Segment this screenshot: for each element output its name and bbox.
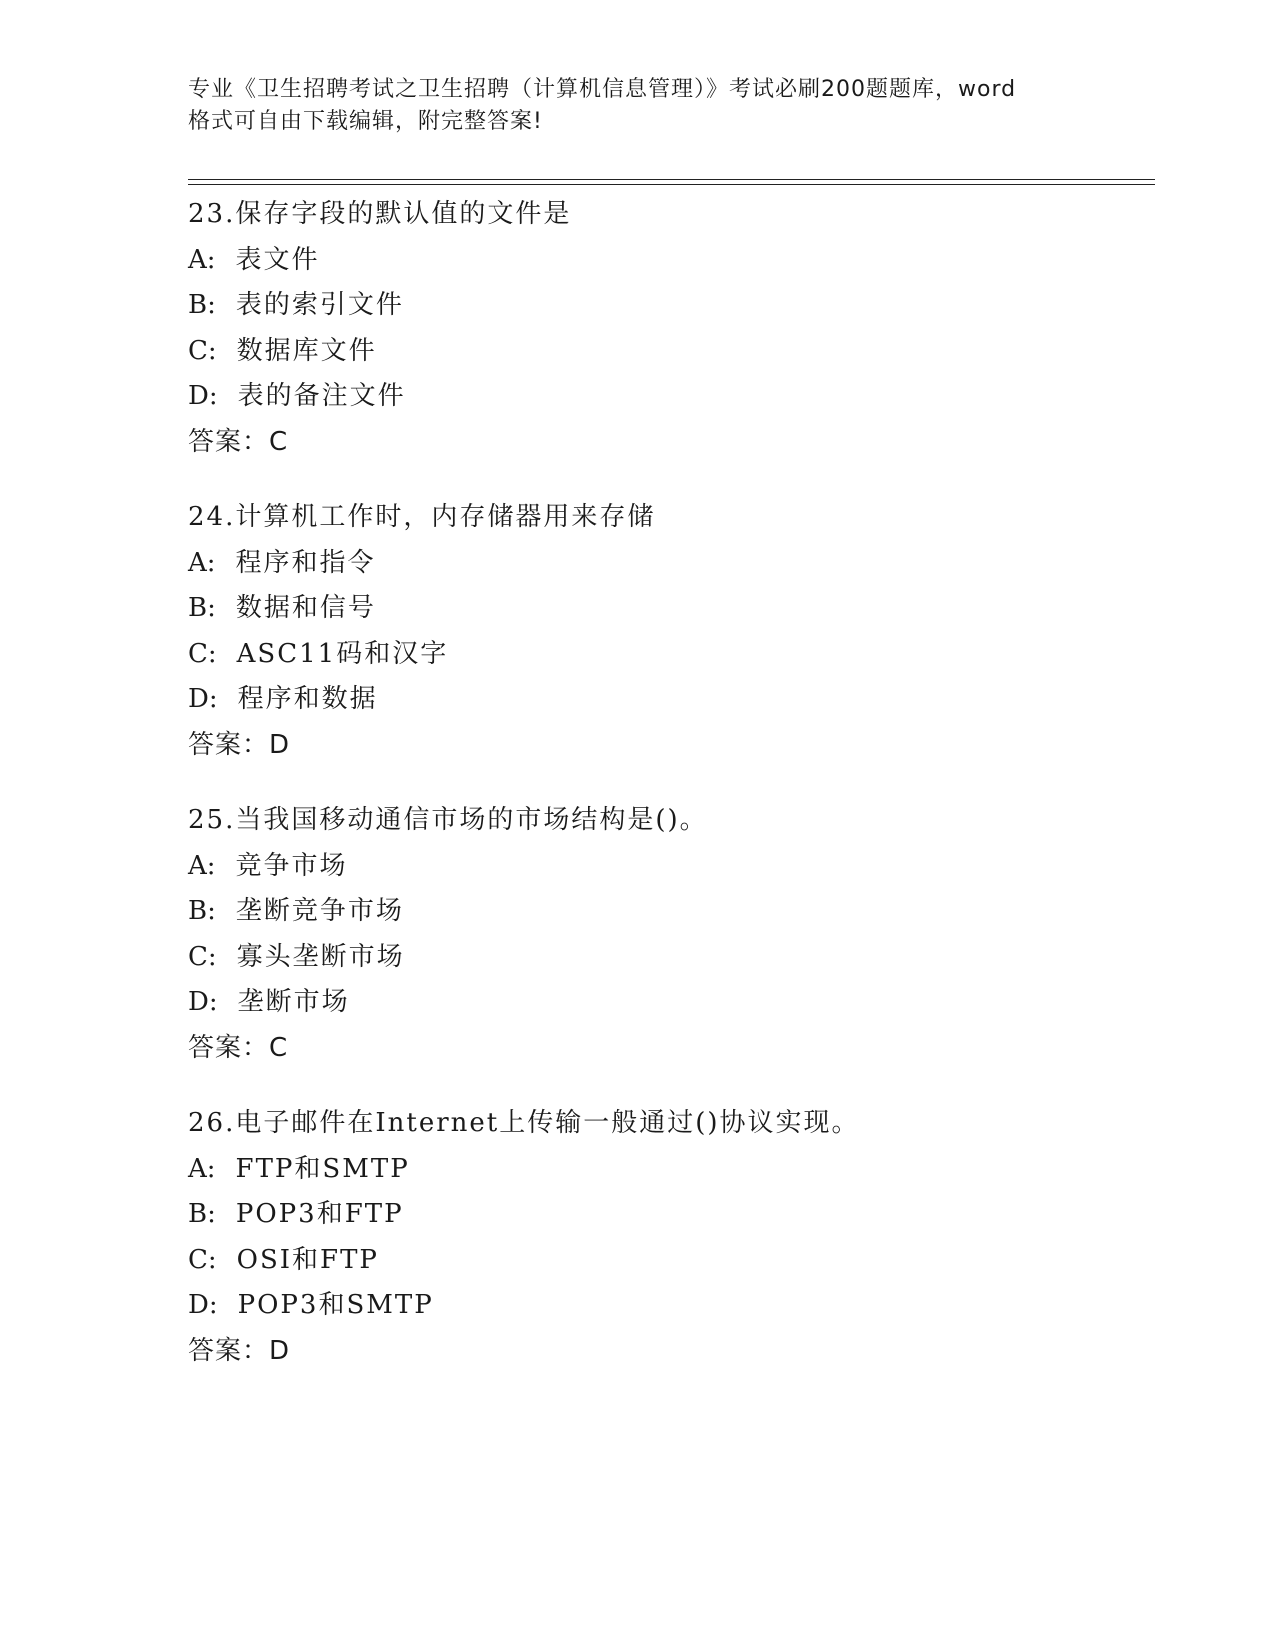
answer-line: 答案：D bbox=[188, 729, 291, 760]
header-line-2: 格式可自由下载编辑，附完整答案! bbox=[188, 109, 543, 134]
header-divider-bottom bbox=[188, 184, 1155, 185]
question-stem: 26.电子邮件在Internet上传输一般通过()协议实现。 bbox=[188, 1108, 860, 1138]
option-c bbox=[188, 1238, 1148, 1284]
option-d bbox=[188, 1283, 1148, 1329]
option-c bbox=[188, 329, 1148, 375]
option-text: 垄断市场 bbox=[237, 987, 350, 1017]
option-a bbox=[188, 238, 1148, 284]
option-letter: A: bbox=[188, 850, 216, 881]
option-letter: A: bbox=[188, 1153, 216, 1184]
question-25 bbox=[188, 798, 1148, 1071]
option-letter: B: bbox=[188, 896, 216, 926]
option-letter: C: bbox=[188, 941, 217, 972]
option-c bbox=[188, 935, 1148, 981]
option-letter: D: bbox=[188, 1290, 218, 1320]
answer-line: 答案：C bbox=[188, 1032, 289, 1063]
document-header bbox=[188, 74, 1088, 138]
option-d bbox=[188, 677, 1148, 723]
option-a bbox=[188, 844, 1148, 890]
question-26 bbox=[188, 1101, 1148, 1374]
header-divider-top bbox=[188, 179, 1155, 180]
option-b bbox=[188, 889, 1148, 935]
option-text: ASC11码和汉字 bbox=[236, 638, 449, 669]
option-text: 数据库文件 bbox=[236, 335, 377, 366]
option-letter: B: bbox=[188, 593, 216, 623]
option-text: 垄断竞争市场 bbox=[235, 896, 404, 926]
option-text: 寡头垄断市场 bbox=[236, 941, 405, 972]
option-text: POP3和SMTP bbox=[237, 1290, 434, 1320]
question-24 bbox=[188, 495, 1148, 768]
option-letter: B: bbox=[188, 290, 216, 320]
option-text: FTP和SMTP bbox=[235, 1153, 410, 1184]
option-letter: C: bbox=[188, 1244, 217, 1275]
option-letter: A: bbox=[188, 547, 216, 578]
option-letter: B: bbox=[188, 1199, 216, 1229]
answer-line: 答案：C bbox=[188, 426, 289, 457]
option-c bbox=[188, 632, 1148, 678]
answer-line: 答案：D bbox=[188, 1335, 291, 1366]
option-b bbox=[188, 283, 1148, 329]
option-letter: A: bbox=[188, 244, 216, 275]
question-stem: 24.计算机工作时，内存储器用来存储 bbox=[188, 502, 656, 532]
option-text: OSI和FTP bbox=[236, 1244, 379, 1275]
option-text: POP3和FTP bbox=[235, 1199, 404, 1229]
option-text: 表的备注文件 bbox=[237, 381, 406, 411]
header-line-1: 专业《卫生招聘考试之卫生招聘（计算机信息管理）》考试必刷200题题库，word bbox=[188, 77, 1017, 102]
option-d bbox=[188, 374, 1148, 420]
option-letter: D: bbox=[188, 987, 218, 1017]
option-text: 程序和指令 bbox=[235, 547, 376, 578]
option-b bbox=[188, 586, 1148, 632]
option-a bbox=[188, 1147, 1148, 1193]
option-letter: C: bbox=[188, 335, 217, 366]
option-a bbox=[188, 541, 1148, 587]
question-23 bbox=[188, 192, 1148, 465]
option-text: 程序和数据 bbox=[237, 684, 378, 714]
option-letter: C: bbox=[188, 638, 217, 669]
option-text: 竞争市场 bbox=[235, 850, 348, 881]
option-text: 表文件 bbox=[235, 244, 320, 275]
option-letter: D: bbox=[188, 684, 218, 714]
option-d bbox=[188, 980, 1148, 1026]
option-text: 表的索引文件 bbox=[235, 290, 404, 320]
question-list bbox=[188, 192, 1148, 1404]
question-stem: 25.当我国移动通信市场的市场结构是()。 bbox=[188, 805, 708, 835]
option-b bbox=[188, 1192, 1148, 1238]
question-stem: 23.保存字段的默认值的文件是 bbox=[188, 199, 572, 229]
option-text: 数据和信号 bbox=[235, 593, 376, 623]
option-letter: D: bbox=[188, 381, 218, 411]
